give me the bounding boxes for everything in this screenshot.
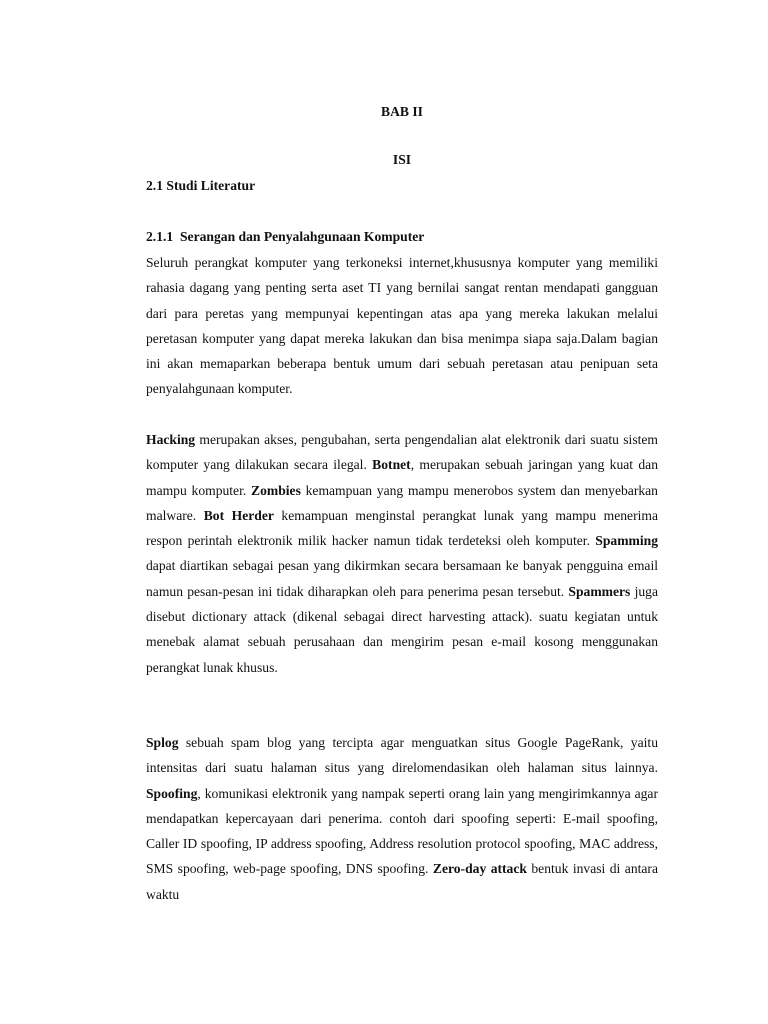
text-hacking: merupakan akses, pengubahan, serta pengendalian alat elektronik dari suatu sistem komputer yang dilakukan secara ilegal.	[146, 432, 658, 473]
text-splog: sebuah spam blog yang tercipta agar menguatkan situs Google PageRank, yaitu intensitas dari suatu halaman situs yang direlomendasikan oleh halaman situs lainnya.	[146, 735, 658, 776]
chapter-title: ISI	[392, 152, 412, 167]
paragraph-intro: Seluruh perangkat komputer yang terkoneksi internet,khususnya komputer yang memiliki rahasia dagang yang penting serta aset TI yang bernilai sangat rentan mendapati gangguan dari para peretas yang mempunyai kepentingan atas apa yang mereka lakukan melalui peretasan komputer yang dapat mereka lakukan dan bisa menimpa siapa saja.Dalam bagian ini akan memaparkan beberapa bentuk umum dari sebuah peretasan atau penipuan seta penyalahgunaan komputer.	[146, 255, 658, 397]
chapter-label: BAB II	[381, 104, 423, 119]
term-spamming: Spamming	[595, 533, 658, 549]
paragraph-spoofing	[146, 730, 658, 907]
subsection-heading: 2.1.1 Serangan dan Penyalahgunaan Komputer	[146, 229, 425, 244]
term-bot-herder: Bot Herder	[203, 507, 274, 523]
section-heading: 2.1 Studi Literatur	[146, 178, 256, 193]
text-botnet: , merupakan sebuah jaringan yang kuat dan mampu komputer.	[146, 457, 659, 498]
text-zero-day-attack: bentuk invasi di antara waktu	[146, 861, 658, 902]
term-hacking: Hacking	[146, 432, 196, 447]
term-zombies: Zombies	[251, 482, 301, 498]
text-spamming: dapat diartikan sebagai pesan yang dikirmkan secara bersamaan ke banyak pengguina email namun pesan-pesan ini tidak diharapkan oleh para penerima pesan tersebut.	[146, 558, 658, 599]
paragraph-attacks	[146, 427, 658, 680]
text-zombies: kemampuan yang mampu menerobos system dan menyebarkan malware.	[146, 482, 658, 523]
term-botnet: Botnet	[372, 457, 411, 473]
text-spammers: juga disebut dictionary attack (dikenal sebagai direct harvesting attack). suatu kegiatan untuk menebak alamat sebuah perusahaan dan mengirim pesan e-mail kosong menggunakan perangkat lunak khusus.	[146, 583, 658, 675]
term-spammers: Spammers	[568, 583, 631, 599]
term-zero-day-attack: Zero-day attack	[432, 861, 527, 877]
document-page	[146, 0, 658, 1024]
term-spoofing: Spoofing	[146, 785, 198, 801]
term-splog: Splog	[146, 735, 179, 750]
text-spoofing: , komunikasi elektronik yang nampak seperti orang lain yang mengirimkannya agar mendapatkan kepercayaan dari penerima. contoh dari spoofing seperti: E-mail spoofing, Caller ID spoofing, IP address spoofing, Address resolution protocol spoofing, MAC address, SMS spoofing, web-page spoofing, DNS spoofing.	[146, 785, 658, 877]
text-bot-herder: kemampuan menginstal perangkat lunak yang mampu menerima respon perintah elektronik milik hacker namun tidak terdeteksi oleh komputer.	[146, 507, 658, 549]
